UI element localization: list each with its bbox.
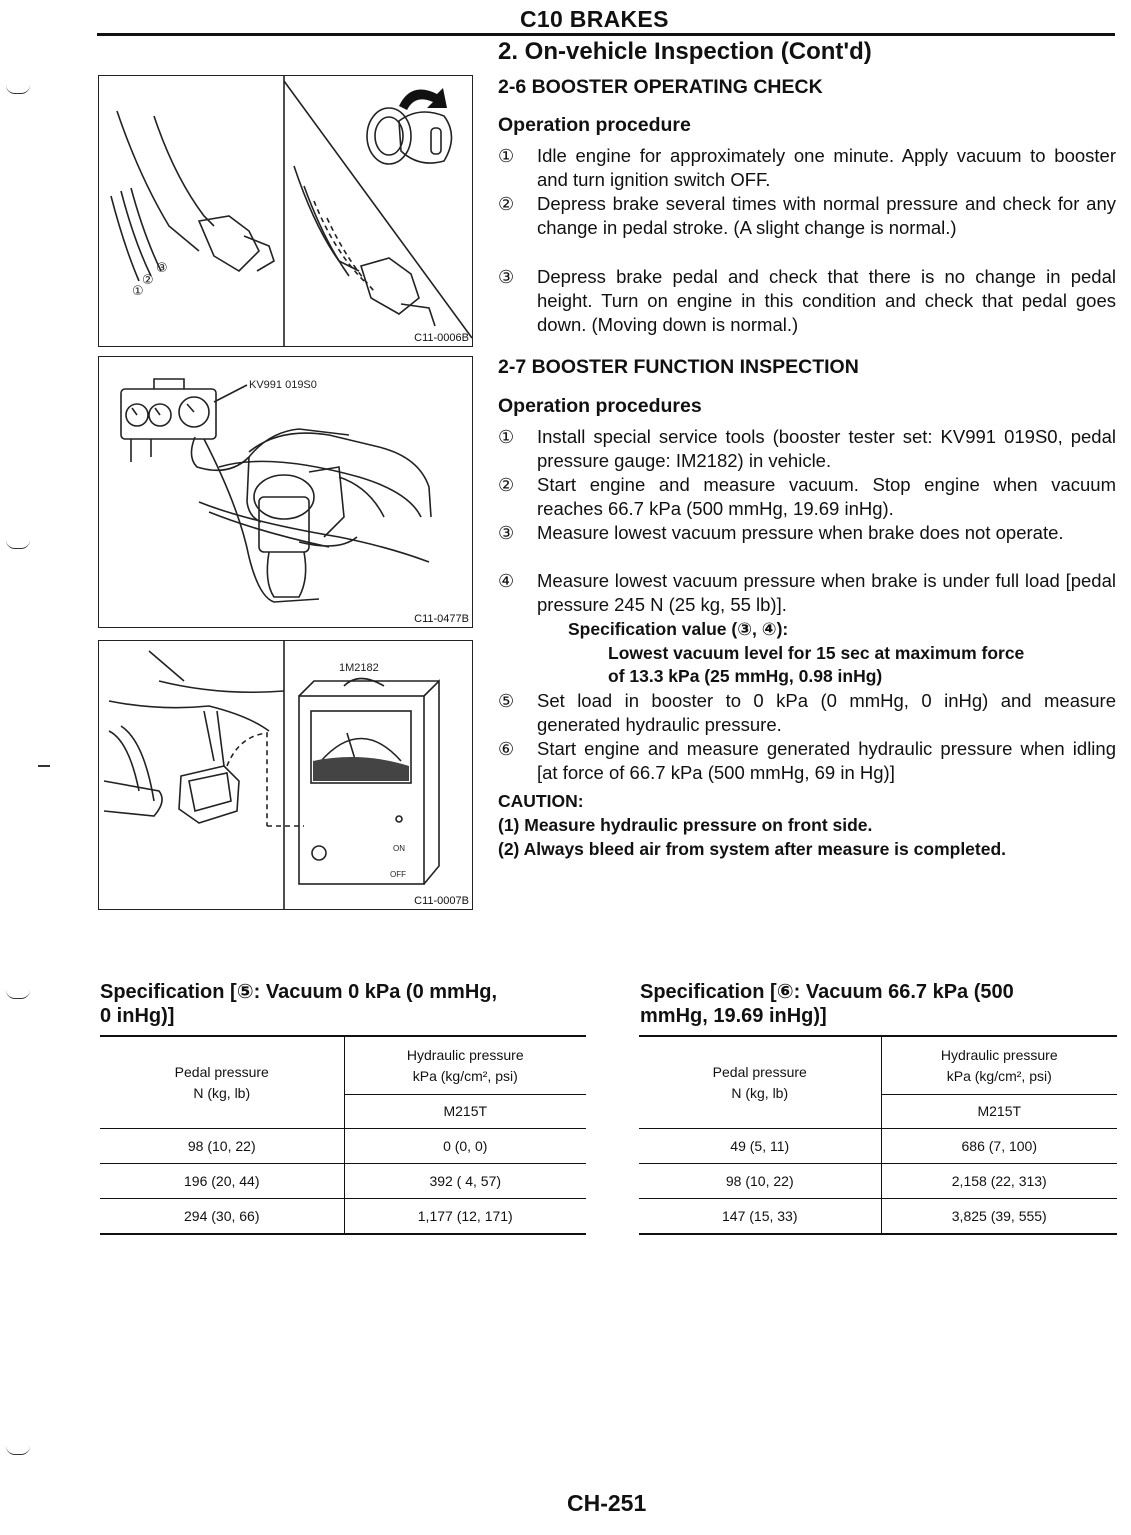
column-header-line: N (kg, lb) [731, 1084, 789, 1101]
list-item [498, 689, 1116, 737]
step-number: ① [498, 146, 515, 166]
on-label: ON [393, 844, 405, 853]
figure-code: C11-0007B [414, 895, 469, 907]
table-left-title [100, 980, 497, 1028]
table-row [100, 1128, 586, 1163]
table-left-title-line2: 0 inHg)] [100, 1005, 175, 1027]
table-cell: 49 (5, 11) [639, 1128, 881, 1163]
caution-item: (2) Always bleed air from system after measure is completed. [498, 839, 1007, 859]
table-row [639, 1128, 1117, 1163]
tool-label: 1M2182 [339, 662, 379, 674]
operation-procedure-heading: Operation procedure [498, 114, 691, 136]
table-cell: 98 (10, 22) [100, 1128, 344, 1163]
operation-procedures-heading: Operation procedures [498, 395, 702, 417]
column-header-line: N (kg, lb) [193, 1084, 251, 1101]
step-text: Measure lowest vacuum pressure when brake does not operate. [537, 522, 1064, 543]
booster-tester-illustration [99, 357, 472, 627]
column-header-line: kPa (kg/cm², psi) [412, 1067, 518, 1084]
column-header [639, 1036, 881, 1128]
list-item [498, 265, 1116, 337]
page-header: C10 BRAKES [520, 6, 669, 32]
spec-value-line1: Lowest vacuum level for 15 sec at maximum force [608, 643, 1025, 663]
callout-1: ① [132, 283, 144, 298]
binding-dash [38, 765, 50, 767]
step-number: ① [498, 427, 515, 447]
column-header [344, 1036, 586, 1094]
table-row [639, 1163, 1117, 1198]
callout-2: ② [142, 272, 154, 287]
booster-function-heading: 2-7 BOOSTER FUNCTION INSPECTION [498, 356, 859, 378]
column-subheader: M215T [443, 1103, 488, 1119]
step-text: Install special service tools (booster tester set: KV991 019S0, pedal pressure gauge: IM2182) in vehicle. [537, 426, 1116, 471]
table-cell: 2,158 (22, 313) [881, 1163, 1117, 1198]
table-right-title [640, 980, 1014, 1028]
list-item [498, 569, 1116, 617]
step-text: Set load in booster to 0 kPa (0 mmHg, 0 inHg) and measure generated hydraulic pressure. [537, 690, 1116, 735]
column-subheader: M215T [977, 1103, 1022, 1119]
pedal-gauge-illustration [99, 641, 472, 909]
table-cell: 294 (30, 66) [100, 1198, 344, 1234]
column-header-line: Hydraulic pressure [940, 1046, 1058, 1063]
table-cell: 196 (20, 44) [100, 1163, 344, 1198]
spec-table-right [639, 1035, 1117, 1235]
step-number: ② [498, 475, 515, 495]
table-right-title-line1: Specification [⑥: Vacuum 66.7 kPa (500 [640, 981, 1014, 1003]
binding-mark [6, 85, 30, 94]
column-header-line: Pedal pressure [712, 1063, 807, 1080]
table-row [639, 1198, 1117, 1234]
figure-code: C11-0006B [414, 332, 469, 344]
spec-value-line2: of 13.3 kPa (25 mmHg, 0.98 inHg) [608, 666, 883, 686]
table-cell: 0 (0, 0) [344, 1128, 586, 1163]
table-cell: 686 (7, 100) [881, 1128, 1117, 1163]
list-item [498, 473, 1116, 521]
table-cell: 392 ( 4, 57) [344, 1163, 586, 1198]
step-text: Start engine and measure generated hydraulic pressure when idling [at force of 66.7 kPa (500 mmHg, 69 in Hg)] [537, 738, 1116, 783]
booster-operating-check-heading: 2-6 BOOSTER OPERATING CHECK [498, 76, 823, 98]
column-header-line: Pedal pressure [174, 1063, 269, 1080]
pedal-gauge-figure [98, 640, 473, 910]
table-cell: 98 (10, 22) [639, 1163, 881, 1198]
table-row [100, 1198, 586, 1234]
header-rule [97, 33, 1115, 36]
spec-table-left [100, 1035, 586, 1235]
list-item [498, 192, 1116, 240]
page-number: CH-251 [567, 1490, 647, 1516]
binding-mark [6, 990, 30, 999]
pedal-check-figure [98, 75, 473, 347]
list-item [498, 737, 1116, 785]
step-text: Depress brake several times with normal pressure and check for any change in pedal stroke. (A slight change is normal.) [537, 193, 1116, 238]
step-number: ⑥ [498, 739, 515, 759]
figure-code: C11-0477B [414, 613, 469, 625]
table-cell: 3,825 (39, 555) [881, 1198, 1117, 1234]
list-item [498, 144, 1116, 192]
section-title: 2. On-vehicle Inspection (Cont'd) [498, 38, 872, 65]
caution-title: CAUTION: [498, 791, 584, 811]
list-item [498, 425, 1116, 473]
pedal-illustration [99, 76, 472, 346]
spec-label: Specification value (③, ④): [568, 619, 789, 639]
column-header [100, 1036, 344, 1128]
tool-label: KV991 019S0 [249, 379, 317, 391]
step-number: ④ [498, 571, 515, 591]
binding-mark [6, 540, 30, 549]
binding-mark [6, 1446, 30, 1455]
step-text: Idle engine for approximately one minute. Apply vacuum to booster and turn ignition switch OFF. [537, 145, 1116, 190]
step-number: ② [498, 194, 515, 214]
list-item [498, 521, 1116, 545]
step-text: Depress brake pedal and check that there is no change in pedal height. Turn on engine in this condition and check that pedal goes down. (Moving down is normal.) [537, 266, 1116, 335]
table-right-title-line2: mmHg, 19.69 inHg)] [640, 1005, 827, 1027]
column-header-line: kPa (kg/cm², psi) [946, 1067, 1052, 1084]
table-left-title-line1: Specification [⑤: Vacuum 0 kPa (0 mmHg, [100, 981, 498, 1003]
step-number: ⑤ [498, 691, 515, 711]
column-header-line: Hydraulic pressure [406, 1046, 524, 1063]
column-header [881, 1036, 1117, 1094]
table-cell: 147 (15, 33) [639, 1198, 881, 1234]
caution-item: (1) Measure hydraulic pressure on front side. [498, 815, 873, 835]
booster-tester-figure [98, 356, 473, 628]
callout-3: ③ [156, 260, 168, 275]
step-number: ③ [498, 267, 515, 287]
step-text: Start engine and measure vacuum. Stop engine when vacuum reaches 66.7 kPa (500 mmHg, 19.69 inHg). [537, 474, 1116, 519]
step-text: Measure lowest vacuum pressure when brake is under full load [pedal pressure 245 N (25 kg, 55 lb)]. [537, 570, 1116, 615]
table-cell: 1,177 (12, 171) [344, 1198, 586, 1234]
table-row [100, 1163, 586, 1198]
off-label: OFF [390, 870, 406, 879]
step-number: ③ [498, 523, 515, 543]
